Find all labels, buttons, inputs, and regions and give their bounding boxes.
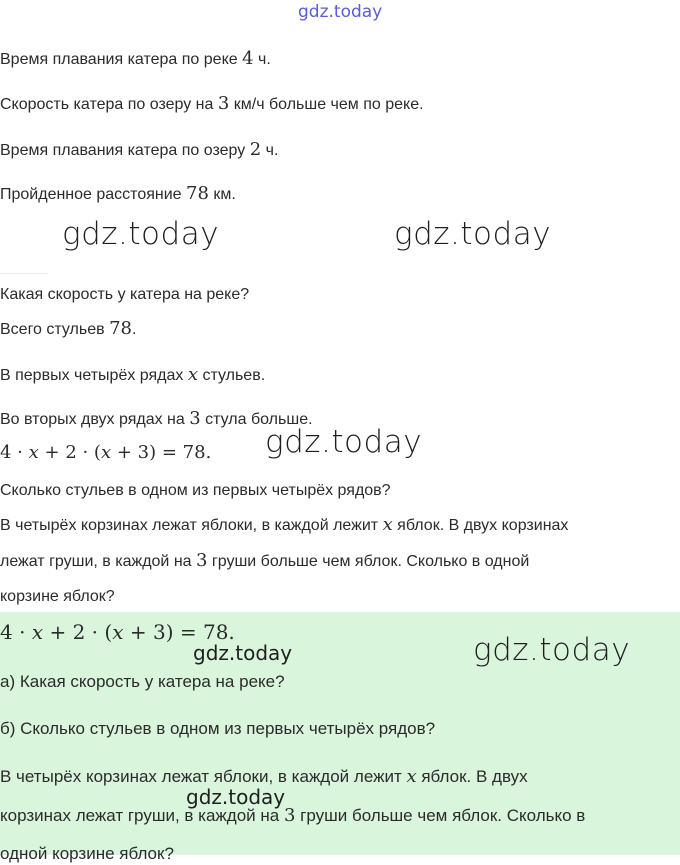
text-line: Время плавания катера по озеру 2 ч. xyxy=(0,139,279,160)
answer-line: одной корзине яблок? xyxy=(0,844,174,863)
text-line: В четырёх корзинах лежат яблоки, в каждой лежит x яблок. В двух корзинах xyxy=(0,514,569,535)
watermark: gdz.today xyxy=(394,216,552,252)
text-line: корзине яблок? xyxy=(0,588,115,605)
watermark: gdz.today xyxy=(473,632,631,668)
text-line: Всего стульев 78. xyxy=(0,318,137,339)
watermark: gdz.today xyxy=(62,216,220,252)
text-line: Какая скорость у катера на реке? xyxy=(0,286,250,303)
answer-line: а) Какая скорость у катера на реке? xyxy=(0,672,285,691)
watermark: gdz.today xyxy=(186,785,286,809)
text-line: В первых четырёх рядах x стульев. xyxy=(0,364,266,385)
watermark: gdz.today xyxy=(193,641,293,665)
text-line: лежат груши, в каждой на 3 груши больше чем яблок. Сколько в одной xyxy=(0,550,530,571)
text-line: Пройденное расстояние 78 км. xyxy=(0,183,236,204)
text-line: Скорость катера по озеру на 3 км/ч больше чем по реке. xyxy=(0,93,424,114)
answer-line: б) Сколько стульев в одном из первых четырёх рядов? xyxy=(0,719,436,738)
answer-line: В четырёх корзинах лежат яблоки, в каждой лежит x яблок. В двух xyxy=(0,766,528,787)
text-line: Время плавания катера по реке 4 ч. xyxy=(0,48,271,69)
text-line: Во вторых двух рядах на 3 стула больше. xyxy=(0,408,313,429)
watermark: gdz.today xyxy=(265,424,423,460)
answer-line: корзинах лежат груши, в каждой на 3 груши больше чем яблок. Сколько в xyxy=(0,805,586,826)
separator xyxy=(0,273,48,274)
text-line: Сколько стульев в одном из первых четырёх рядов? xyxy=(0,482,391,499)
equation: 4 · x + 2 · (x + 3) = 78. xyxy=(0,442,212,463)
answer-equation: 4 · x + 2 · (x + 3) = 78. xyxy=(0,620,235,644)
watermark-top: gdz.today xyxy=(298,2,383,22)
